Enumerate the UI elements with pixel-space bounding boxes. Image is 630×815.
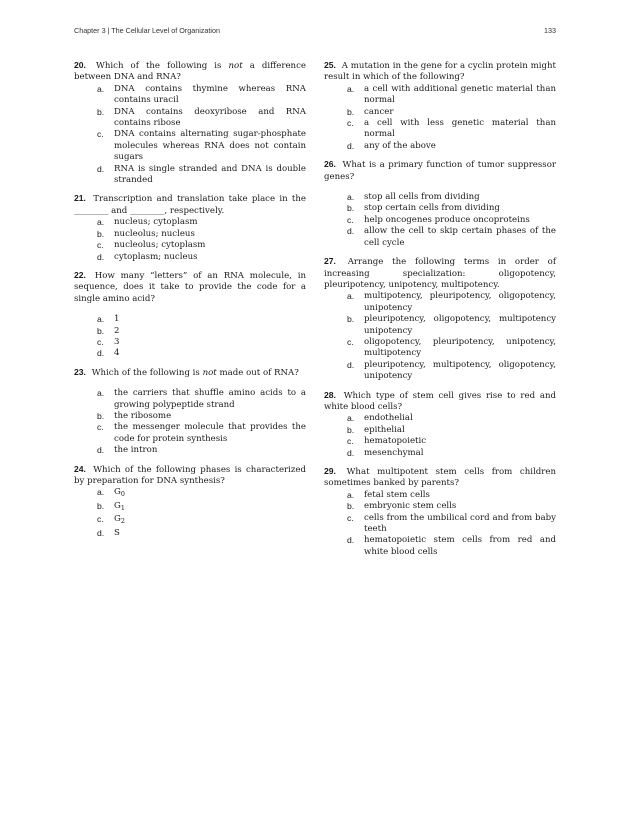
question-20 [74,60,306,186]
question-number: 29. [324,466,336,476]
question-25 [324,60,556,152]
stem-text: a difference between DNA and RNA? [74,61,306,83]
option-letter: a. [347,413,355,424]
option-item [74,129,306,163]
option-item [74,528,306,541]
option-item [74,164,306,187]
option-letter: c. [97,514,104,525]
option-item [324,425,556,436]
option-text: cells from the umbilical cord and from baby teeth [364,512,556,535]
option-letter: a. [347,83,355,94]
question-26 [324,159,556,249]
option-letter: a. [97,314,105,325]
option-text: help oncogenes produce oncoproteins [364,214,530,225]
option-text: stop all cells from dividing [364,192,480,203]
option-letter: b. [347,314,355,325]
option-letter: d. [347,140,355,151]
option-text: 1 [114,314,120,325]
question-28 [324,390,556,459]
option-letter: b. [347,203,355,214]
option-text: oligopotency, pleuripotency, unipotency, multipotency [364,336,556,359]
option-item [74,326,306,337]
option-list [324,291,556,382]
option-text: the ribosome [114,410,172,421]
question-stem [74,60,306,84]
option-subscript: 1 [120,504,125,512]
option-item [324,413,556,424]
option-text: endothelial [364,413,413,424]
option-text: S [114,527,120,538]
stem-text: Which type of stem cell gives rise to red and white blood cells? [324,390,557,412]
option-item [74,240,306,251]
question-23 [74,367,306,457]
option-letter: d. [347,226,355,237]
option-text: DNA contains deoxyribose and RNA contains ribose [114,106,306,129]
option-list [74,314,306,360]
option-letter: b. [347,501,355,512]
option-item [74,388,306,411]
question-stem [74,367,306,379]
option-list [324,413,556,459]
option-item [74,314,306,325]
option-letter: c. [347,118,354,129]
option-letter: d. [97,163,105,174]
option-letter: a. [347,192,355,203]
option-letter: d. [97,445,105,456]
question-number: 24. [74,463,86,474]
option-item [324,501,556,512]
question-number: 20. [74,60,86,70]
left-column [74,60,306,548]
question-number: 27. [324,256,336,267]
option-letter: b. [97,106,105,117]
stem-text: Which of the following is [91,367,203,378]
option-item [324,448,556,459]
option-text: the intron [114,445,158,456]
stem-text: Which of the following phases is characterized by preparation for DNA synthesis? [74,464,306,486]
option-item [74,107,306,130]
option-item [324,337,556,360]
stem-text: Arrange the following terms in order of increasing specialization: oligopotency, pleuripotency, unipotency, multipotency. [324,257,556,290]
option-text: 4 [114,348,120,359]
option-item [324,314,556,337]
option-text: cancer [364,106,394,117]
option-list [324,490,556,558]
option-item [74,487,306,500]
option-text: nucleolus; cytoplasm [114,240,206,251]
option-item [324,118,556,141]
option-letter: d. [347,535,355,546]
option-letter: d. [97,251,105,262]
option-text: DNA contains thymine whereas RNA contains uracil [114,83,306,106]
stem-text: What multipotent stem cells from children sometimes banked by parents? [324,467,557,489]
option-letter: c. [347,214,354,225]
option-item [74,422,306,445]
option-text: DNA contains alternating sugar-phosphate molecules whereas RNA does not contain sugars [114,129,306,163]
option-text: nucleolus; nucleus [114,228,195,239]
option-text: G [114,487,121,498]
option-item [324,203,556,214]
option-list [324,84,556,152]
stem-emphasis: not [202,367,217,378]
question-21 [74,193,306,262]
option-text: any of the above [364,140,436,151]
option-item [74,337,306,348]
option-text: G [114,514,121,525]
option-subscript: 0 [120,491,125,499]
option-item [74,514,306,527]
option-list [74,487,306,541]
option-letter: b. [347,106,355,117]
option-subscript: 2 [120,518,125,526]
option-item [324,513,556,536]
option-text: embryonic stem cells [364,501,457,512]
option-letter: c. [347,436,354,447]
option-text: RNA is single stranded and DNA is double stranded [114,163,306,186]
option-item [74,217,306,228]
option-text: mesenchymal [364,447,424,458]
option-letter: a. [97,388,105,399]
option-text: fetal stem cells [364,489,430,500]
option-list [324,192,556,249]
option-letter: c. [347,336,354,347]
option-letter: b. [97,410,105,421]
option-letter: c. [347,512,354,523]
question-24 [74,464,306,541]
option-text: pleuripotency, oligopotency, multipotency unipotency [364,314,556,336]
option-text: pleuripotency, multipotency, oligopotency, unipotency [364,359,556,382]
question-27 [324,256,556,382]
option-letter: d. [97,527,105,538]
stem-text: How many “letters” of an RNA molecule, in sequence, does it take to provide the code for a single amino acid? [74,270,306,304]
option-letter: a. [347,291,355,302]
option-text: the carriers that shuffle amino acids to a growing polypeptide strand [114,388,306,410]
option-text: 2 [114,325,120,336]
question-stem [324,466,556,490]
option-text: hematopoietic [364,436,427,447]
question-29 [324,466,556,558]
option-letter: c. [97,422,104,433]
option-letter: a. [97,83,105,94]
option-text: stop certain cells from dividing [364,203,500,214]
stem-text: Which of the following is [96,61,229,71]
running-header [74,26,556,38]
option-item [324,436,556,447]
option-item [74,84,306,107]
question-number: 22. [74,269,86,280]
option-text: a cell with less genetic material than normal [364,118,556,140]
question-number: 25. [324,60,336,70]
question-stem [74,270,306,305]
stem-text: What is a primary function of tumor suppressor genes? [324,160,556,182]
option-item [74,501,306,514]
option-item [324,291,556,314]
option-letter: b. [347,424,355,435]
option-list [74,84,306,187]
option-item [324,535,556,558]
option-list [74,388,306,456]
question-stem [324,60,556,84]
question-number: 21. [74,193,86,204]
question-22 [74,270,306,360]
option-letter: a. [347,489,355,500]
question-number: 23. [74,366,86,377]
option-item [324,226,556,249]
stem-text: Transcription and translation take place in the ________ and ________, respectively. [74,194,307,216]
stem-text: A mutation in the gene for a cyclin protein might result in which of the following? [324,61,557,83]
stem-emphasis: not [228,61,243,71]
option-text: epithelial [364,424,405,435]
option-letter: a. [97,217,105,228]
option-item [324,107,556,118]
question-stem [324,390,556,414]
question-stem [74,193,306,217]
option-item [324,360,556,383]
option-item [74,229,306,240]
option-text: multipotency, pleuripotency, oligopotency, unipotency [364,291,556,313]
option-letter: c. [97,240,104,251]
option-text: hematopoietic stem cells from red and white blood cells [364,535,556,557]
option-item [324,141,556,152]
right-column [324,60,556,565]
option-letter: c. [97,336,104,347]
page-number: 133 [544,26,556,35]
option-item [324,490,556,501]
option-text: cytoplasm; nucleus [114,251,198,262]
question-stem [324,256,556,291]
option-letter: c. [97,129,104,140]
option-text: G [114,500,121,511]
question-stem [74,464,306,488]
option-item [74,445,306,456]
option-text: nucleus; cytoplasm [114,217,198,228]
chapter-title: Chapter 3 | The Cellular Level of Organization [74,26,220,35]
option-item [324,192,556,203]
option-item [324,84,556,107]
option-letter: d. [347,359,355,370]
option-letter: a. [97,487,105,498]
option-letter: d. [347,447,355,458]
option-text: the messenger molecule that provides the code for protein synthesis [114,422,306,444]
option-item [324,215,556,226]
option-letter: d. [97,348,105,359]
question-stem [324,159,556,183]
option-item [74,252,306,263]
option-letter: b. [97,500,105,511]
question-number: 26. [324,159,336,170]
option-letter: b. [97,228,105,239]
question-number: 28. [324,389,336,400]
option-item [74,348,306,359]
option-item [74,411,306,422]
option-text: a cell with additional genetic material than normal [364,83,556,106]
option-list [74,217,306,263]
option-letter: b. [97,325,105,336]
option-text: allow the cell to skip certain phases of the cell cycle [364,226,556,248]
option-text: 3 [114,336,120,347]
stem-text: made out of RNA? [216,367,299,378]
